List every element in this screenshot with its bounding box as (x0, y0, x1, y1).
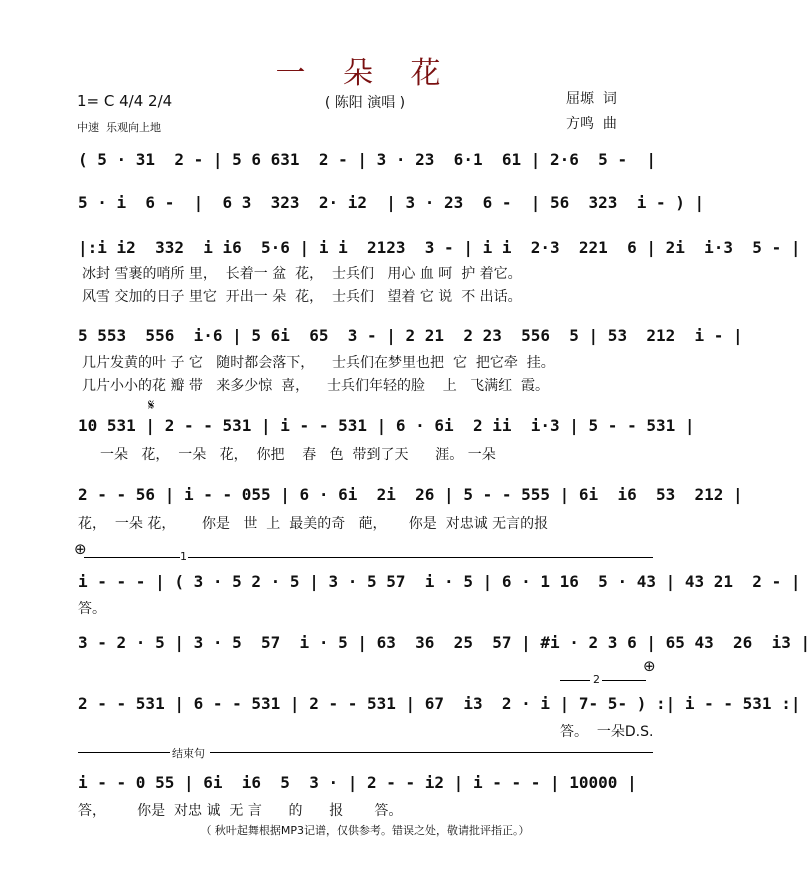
volta-2-bracket-right (602, 680, 646, 681)
volta-bracket-right (188, 557, 653, 558)
score-line-10: i - - 0 55 | 6i i6 5 3 · | 2 - - i2 | i - - - | 10000 | (78, 773, 637, 792)
score-line-5: 10 531 | 2 - - 531 | i - - 531 | 6 · 6i 2 ii i·3 | 5 - - 531 | (78, 416, 695, 435)
lyric-line-3b: 风雪 交加的日子 里它 开出一 朵 花， 士兵们 望着 它 说 不 出话。 (82, 289, 522, 305)
lyric-line-4b: 几片小小的花 瓣 带 来多少惊 喜， 士兵们年轻的脸 上 飞满红 霞。 (82, 378, 550, 394)
volta-2-bracket-left (560, 680, 590, 681)
score-line-3: |:i i2 332 i i6 5·6 | i i 2123 3 - | i i 2·3 221 6 | 2i i·3 5 - | (78, 238, 801, 257)
volta-2-label: 2 (593, 673, 600, 686)
lyric-line-9: 答。 一朵D.S. (560, 724, 654, 740)
lyric-line-5: 一朵 花， 一朵 花， 你把 春 色 带到了天 涯。 一朵 (100, 447, 496, 463)
singer-credit: ( 陈阳 演唱 ) (324, 95, 406, 111)
footnote: （ 秋叶起舞根据MP3记谱，仅供参考。错误之处，敬请批评指正。） (200, 824, 530, 837)
lyric-line-10: 答， 你是 对忠 诚 无 言 的 报 答。 (78, 803, 403, 819)
song-title: 一 朵 花 (275, 56, 455, 91)
score-line-7: i - - - | ( 3 · 5 2 · 5 | 3 · 5 57 i · 5 | 6 · 1 16 5 · 43 | 43 21 2 - | (78, 572, 801, 591)
tempo-marking: 中速 乐观向上地 (77, 121, 161, 134)
segno-sign: 𝄋 (148, 396, 155, 414)
ending-bracket-right (210, 752, 653, 753)
score-line-1: ( 5 · 31 2 - | 5 6 631 2 - | 3 · 23 6·1 61 | 2·6 5 - | (78, 150, 656, 169)
score-line-8: 3 - 2 · 5 | 3 · 5 57 i · 5 | 63 36 25 57 | #i · 2 3 6 | 65 43 26 i3 | (78, 633, 810, 652)
lyric-line-7: 答。 (78, 601, 106, 617)
lyric-line-6: 花， 一朵 花， 你是 世 上 最美的奇 葩， 你是 对忠诚 无言的报 (78, 516, 549, 532)
key-signature: 1= C 4/4 2/4 (77, 92, 173, 110)
lyric-line-3a: 冰封 雪裹的哨所 里， 长着一 盆 花， 士兵们 用心 血 呵 护 着它。 (82, 266, 522, 282)
coda-sign-right: ⊕ (643, 657, 656, 675)
score-line-6: 2 - - 56 | i - - 055 | 6 · 6i 2i 26 | 5 - - 555 | 6i i6 53 212 | (78, 485, 743, 504)
ending-label: 结束句 (172, 747, 205, 760)
score-line-2: 5 · i 6 - | 6 3 323 2· i2 | 3 · 23 6 - | 56 323 i - ) | (78, 193, 705, 212)
volta-1-label: 1 (180, 550, 187, 563)
volta-bracket-left (84, 557, 180, 558)
lyric-line-4a: 几片发黄的叶 子 它 随时都会落下， 士兵们在梦里也把 它 把它牵 挂。 (82, 355, 555, 371)
score-line-4: 5 553 556 i·6 | 5 6i 65 3 - | 2 21 2 23 556 5 | 53 212 i - | (78, 326, 743, 345)
composer-credit: 方鸣 曲 (566, 116, 617, 132)
ending-bracket-left (78, 752, 170, 753)
score-line-9: 2 - - 531 | 6 - - 531 | 2 - - 531 | 67 i3 2 · i | 7- 5- ) :| i - - 531 :| (78, 694, 801, 713)
coda-sign: ⊕ (74, 540, 87, 558)
lyricist-credit: 屈塬 词 (566, 91, 617, 107)
